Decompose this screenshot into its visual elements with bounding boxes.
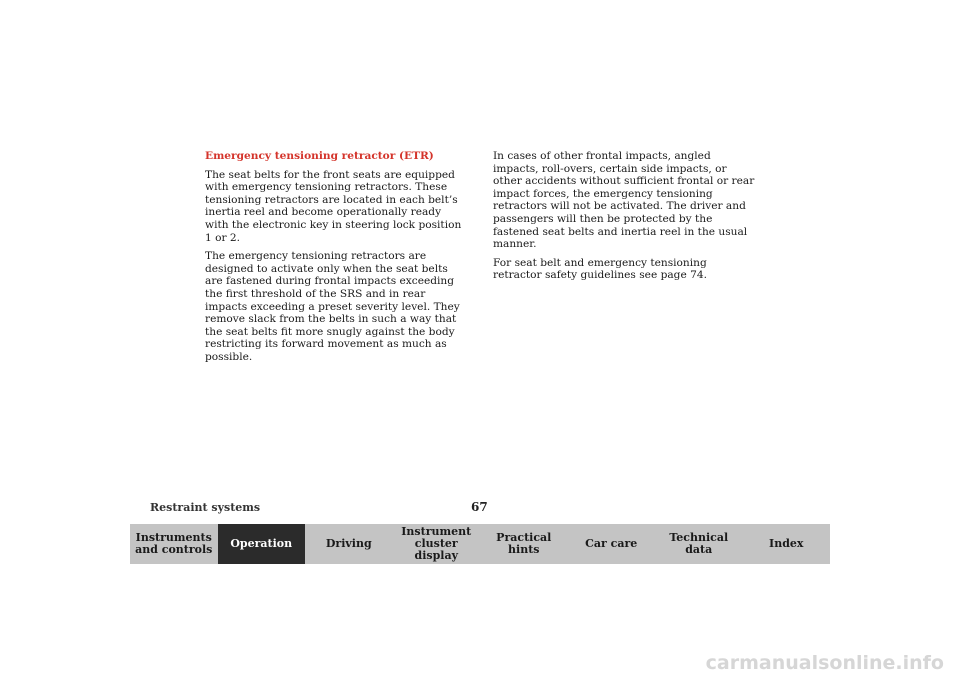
tab-instrument-cluster-display[interactable]: Instrument cluster display <box>393 524 481 564</box>
tab-car-care[interactable]: Car care <box>568 524 656 564</box>
watermark: carmanualsonline.info <box>705 652 944 674</box>
tab-operation[interactable]: Operation <box>218 524 306 564</box>
tab-driving[interactable]: Driving <box>305 524 393 564</box>
tab-instruments-and-controls[interactable]: Instruments and controls <box>130 524 218 564</box>
footer-section-title: Restraint systems <box>150 501 261 514</box>
paragraph: The seat belts for the front seats are equipped with emergency tensioning retractors. These tensioning retractors are located in each belt’s inertia reel and become operationally ready with the electronic key in steering lock position 1 or 2. <box>205 168 462 244</box>
page-number: 67 <box>471 500 488 514</box>
right-column <box>493 150 758 288</box>
section-heading: Emergency tensioning retractor (ETR) <box>205 150 434 162</box>
left-column <box>205 150 467 370</box>
paragraph: In cases of other frontal impacts, angled impacts, roll-overs, certain side impacts, or other accidents without sufficient frontal or rear impact forces, the emergency tensioning retractors will not be activated. The driver and passengers will then be protected by the fastened seat belts and inertia reel in the usual manner. <box>493 150 755 251</box>
paragraph: For seat belt and emergency tensioning retractor safety guidelines see page 74. <box>493 256 707 282</box>
tab-index[interactable]: Index <box>743 524 831 564</box>
chapter-nav-bar <box>130 524 830 564</box>
tab-technical-data[interactable]: Technical data <box>655 524 743 564</box>
paragraph: The emergency tensioning retractors are designed to activate only when the seat belts are fastened during frontal impacts exceeding the first threshold of the SRS and in rear impacts exceeding a preset severity level. They remove slack from the belts in such a way that the seat belts fit more snugly against the body restricting its forward movement as much as possible. <box>205 250 460 363</box>
tab-practical-hints[interactable]: Practical hints <box>480 524 568 564</box>
